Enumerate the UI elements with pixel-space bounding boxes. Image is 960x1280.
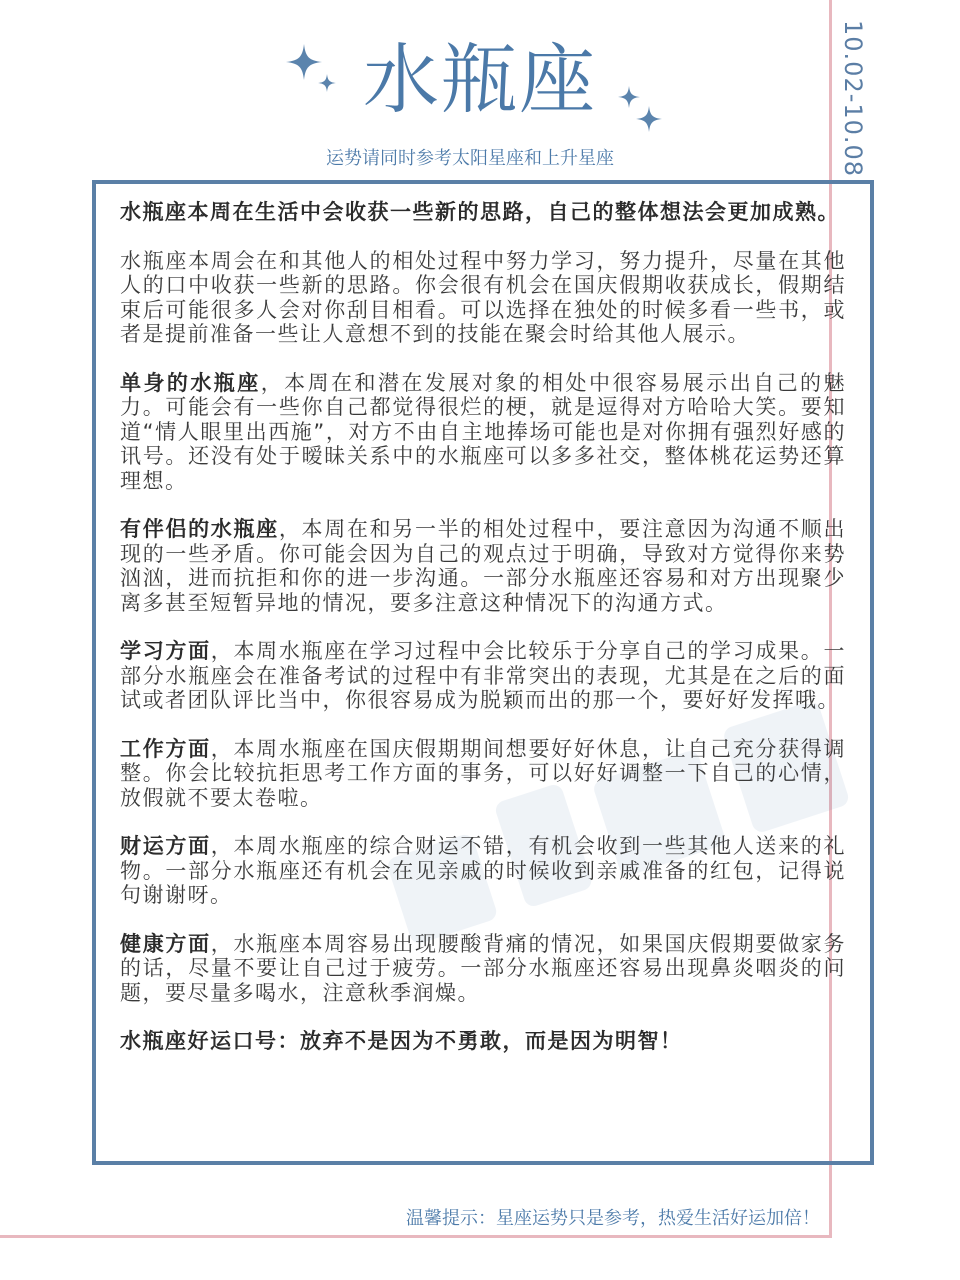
section-lead: 工作方面 [120, 736, 211, 761]
section-text: ，本周水瓶座的综合财运不错，有机会收到一些其他人送来的礼物。一部分水瓶座还有机会在见亲戚的时候收到亲戚准备的红包，记得说句谢谢呀。 [120, 834, 847, 907]
section-lead: 财运方面 [120, 834, 211, 858]
sparkle-icon [618, 86, 640, 108]
section-lead: 有伴侣的水瓶座 [120, 517, 279, 541]
sparkle-icon [318, 74, 336, 92]
section-text: ，本周水瓶座在学习过程中会比较乐于分享自己的学习成果。一部分水瓶座会在准备考试的过程中有非常突出的表现，尤其是在之后的面试或者团队评比当中，你很容易成为脱颖而出的那一个，要好好发挥哦。 [120, 639, 847, 712]
section-health [120, 932, 846, 1006]
section-text: ，本周水瓶座在国庆假期期间想要好好休息，让自己充分获得调整。你会比较抗拒思考工作方面的事务，可以好好调整一下自己的心情，放假就不要太卷啦。 [120, 736, 847, 810]
section-work [120, 737, 846, 811]
slogan: 水瓶座好运口号：放弃不是因为不勇敢，而是因为明智！ [120, 1029, 683, 1053]
date-range: 10.02-10.08 [839, 20, 867, 178]
footer-tip: 温馨提示：星座运势只是参考，热爱生活好运加倍！ [406, 1208, 820, 1229]
section-partnered [120, 517, 846, 615]
subtitle: 运势请同时参考太阳星座和上升星座 [326, 148, 614, 169]
page-title: 水瓶座 [363, 35, 597, 124]
section-text: ，本周在和潜在发展对象的相处中很容易展示出自己的魅力。可能会有一些你自己都觉得很烂的梗，就是逗得对方哈哈大笑。要知道“情人眼里出西施”，对方不由自主地捧场可能也是对你拥有强烈好感的讯号。还没有处于暧昧关系中的水瓶座可以多多社交，整体桃花运势还算理想。 [120, 370, 847, 493]
pink-horizontal-line [0, 1235, 832, 1238]
section-lead: 健康方面 [120, 931, 211, 956]
section-text: ，水瓶座本周容易出现腰酸背痛的情况，如果国庆假期要做家务的话，尽量不要让自己过于疲劳。一部分水瓶座还容易出现鼻炎咽炎的问题，要尽量多喝水，注意秋季润燥。 [120, 931, 847, 1005]
section-single [120, 371, 846, 494]
section-lead: 学习方面 [120, 639, 211, 663]
section-study [120, 639, 846, 713]
section-wealth [120, 834, 846, 908]
intro-paragraph: 水瓶座本周在生活中会收获一些新的思路，自己的整体想法会更加成熟。 [120, 200, 840, 224]
sparkle-icon [286, 44, 322, 80]
section-lead: 单身的水瓶座 [120, 370, 261, 395]
section-text: ，本周在和另一半的相处过程中，要注意因为沟通不顺出现的一些矛盾。你可能会因为自己的观点过于明确，导致对方觉得你来势汹汹，进而抗拒和你的进一步沟通。一部分水瓶座还容易和对方出现聚少离多甚至短暂异地的情况，要多注意这种情况下的沟通方式。 [120, 517, 847, 615]
overview-paragraph: 水瓶座本周会在和其他人的相处过程中努力学习，努力提升，尽量在其他人的口中收获一些新的思路。你会很有机会在国庆假期收获成长，假期结束后可能很多人会对你刮目相看。可以选择在独处的时候多看一些书，或者是提前准备一些让人意想不到的技能在聚会时给其他人展示。 [120, 248, 846, 346]
horoscope-content-box [92, 180, 874, 1165]
sparkle-icon [636, 106, 662, 132]
